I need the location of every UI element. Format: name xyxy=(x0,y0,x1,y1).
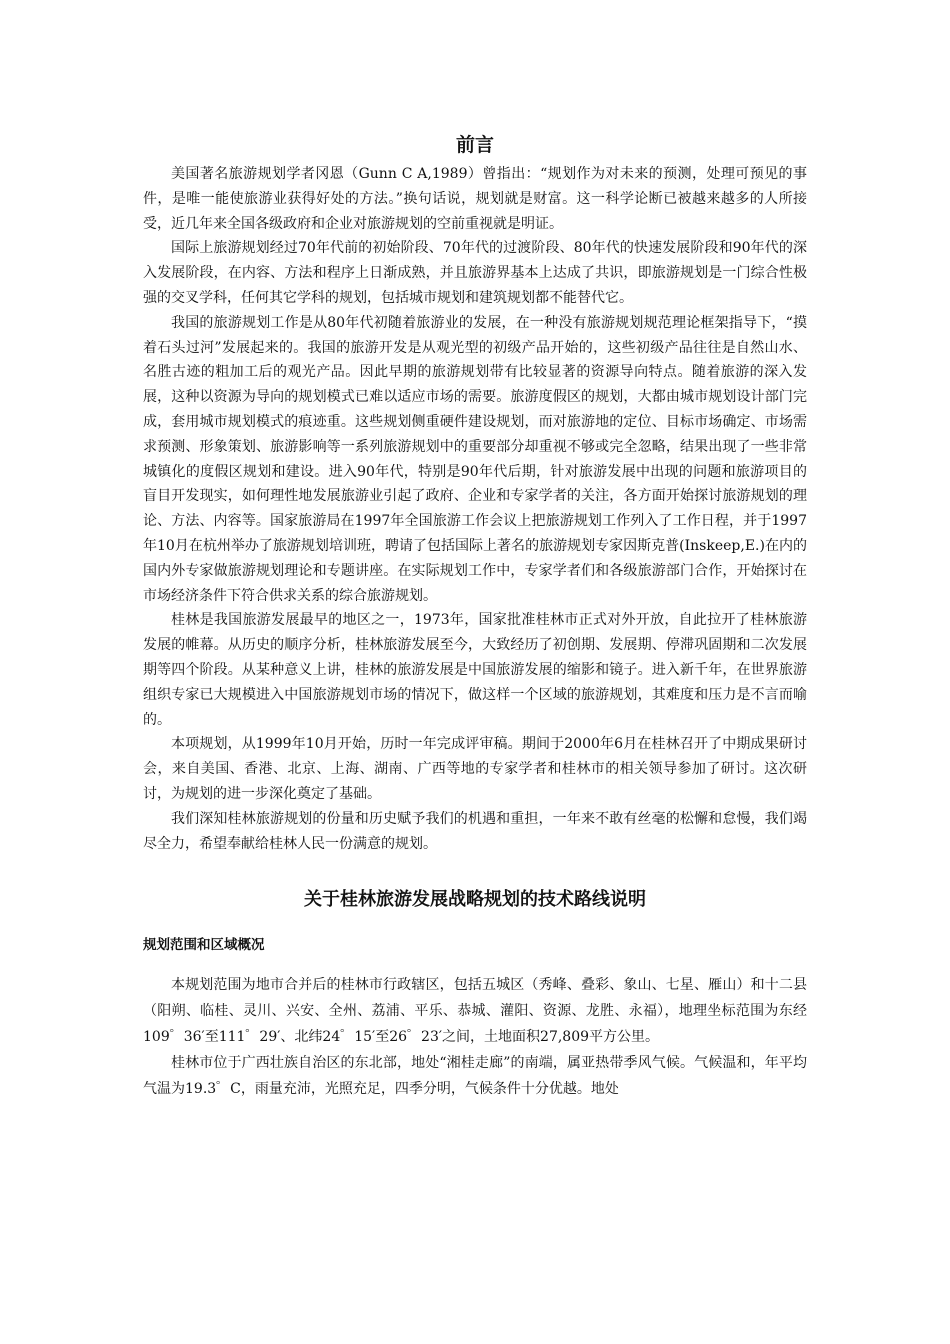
preface-body xyxy=(143,162,807,856)
document-page xyxy=(143,128,807,1102)
section-paragraph: 桂林市位于广西壮族自治区的东北部，地处“湘桂走廊”的南端，属亚热带季风气候。气候温和，年平均气温为19.3゜C，雨量充沛，光照充足，四季分明，气候条件十分优越。地处 xyxy=(143,1055,807,1098)
section-paragraph: 本规划范围为地市合并后的桂林市行政辖区，包括五城区（秀峰、叠彩、象山、七星、雁山）和十二县（阳朔、临桂、灵川、兴安、全州、荔浦、平乐、恭城、灌阳、资源、龙胜、永福），地理坐标范围为东经109゜36′至111゜29′、北纬24゜15′至26゜23′之间，土地面积27,809平方公里。 xyxy=(143,977,807,1046)
section-subheading: 规划范围和区域概况 xyxy=(143,937,265,954)
preface-paragraph: 国际上旅游规划经过70年代前的初始阶段、70年代的过渡阶段、80年代的快速发展阶段和90年代的深入发展阶段，在内容、方法和程序上日渐成熟，并且旅游界基本上达成了共识，即旅游规划是一门综合性极强的交叉学科，任何其它学科的规划，包括城市规划和建筑规划都不能替代它。 xyxy=(143,240,807,306)
section-body xyxy=(143,972,807,1102)
preface-title: 前言 xyxy=(455,134,494,156)
preface-paragraph: 我们深知桂林旅游规划的份量和历史赋予我们的机遇和重担，一年来不敢有丝毫的松懈和怠慢，我们竭尽全力，希望奉献给桂林人民一份满意的规划。 xyxy=(143,810,807,852)
preface-paragraph: 我国的旅游规划工作是从80年代初随着旅游业的发展，在一种没有旅游规划规范理论框架指导下，“摸着石头过河”发展起来的。我国的旅游开发是从观光型的初级产品开始的，这些初级产品往往是自然山水、名胜古迹的粗加工后的观光产品。因此早期的旅游规划带有比较显著的资源导向特点。随着旅游的深入发展，这种以资源为导向的规划模式已难以适应市场的需要。旅游度假区的规划，大都由城市规划设计部门完成，套用城市规划模式的痕迹重。这些规划侧重硬件建设规划，而对旅游地的定位、目标市场确定、市场需求预测、形象策划、旅游影响等一系列旅游规划中的重要部分却重视不够或完全忽略，结果出现了一些非常城镇化的度假区规划和建设。进入90年代，特别是90年代后期，针对旅游发展中出现的问题和旅游项目的盲目开发现实，如何理性地发展旅游业引起了政府、企业和专家学者的关注，各方面开始探讨旅游规划的理论、方法、内容等。国家旅游局在1997年全国旅游工作会议上把旅游规划工作列入了工作日程，并于1997年10月在杭州举办了旅游规划培训班，聘请了包括国际上著名的旅游规划专家因斯克普(Inskeep,E.)在内的国内外专家做旅游规划理论和专题讲座。在实际规划工作中，专家学者们和各级旅游部门合作，开始探讨在市场经济条件下符合供求关系的综合旅游规划。 xyxy=(143,314,807,604)
preface-paragraph: 本项规划，从1999年10月开始，历时一年完成评审稿。期间于2000年6月在桂林召开了中期成果研讨会，来自美国、香港、北京、上海、湖南、广西等地的专家学者和桂林市的相关领导参加了研讨。这次研讨，为规划的进一步深化奠定了基础。 xyxy=(143,736,807,802)
preface-paragraph: 桂林是我国旅游发展最早的地区之一，1973年，国家批准桂林市正式对外开放，自此拉开了桂林旅游发展的帷幕。从历史的顺序分析，桂林旅游发展至今，大致经历了初创期、发展期、停滞巩固期和二次发展期等四个阶段。从某种意义上讲，桂林的旅游发展是中国旅游发展的缩影和镜子。进入新千年，在世界旅游组织专家已大规模进入中国旅游规划市场的情况下，做这样一个区域的旅游规划，其难度和压力是不言而喻的。 xyxy=(143,612,807,728)
section-title: 关于桂林旅游发展战略规划的技术路线说明 xyxy=(304,889,646,911)
preface-paragraph: 美国著名旅游规划学者冈恩（Gunn C A,1989）曾指出：“规划作为对未来的预测，处理可预见的事件，是唯一能使旅游业获得好处的方法。”换句话说，规划就是财富。这一科学论断已被越来越多的人所接受，近几年来全国各级政府和企业对旅游规划的空前重视就是明证。 xyxy=(143,166,807,232)
